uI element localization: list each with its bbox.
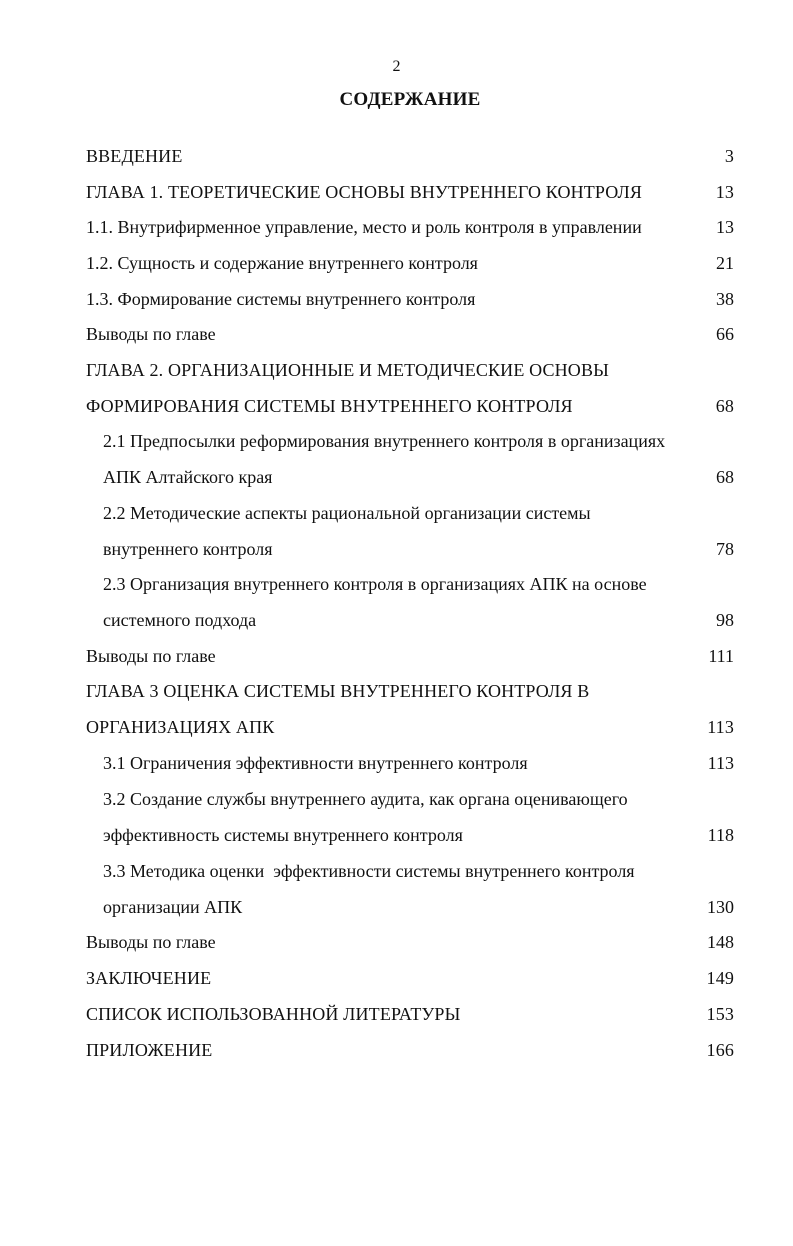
toc-entry-page: 118 [707, 825, 734, 845]
toc-entry-chapter-3-line-2[interactable] [86, 712, 734, 742]
toc-entry-section-3-2-line-2[interactable] [103, 820, 734, 850]
toc-entry-text: 1.2. Сущность и содержание внутреннего контроля [86, 253, 478, 273]
toc-entry-page: 38 [716, 289, 734, 309]
toc-entry-appendix[interactable] [86, 1035, 734, 1065]
toc-entry-page: 78 [716, 539, 734, 559]
toc-entry-text: АПК Алтайского края [103, 467, 273, 487]
toc-entry-chapter-1[interactable] [86, 177, 734, 207]
toc-entry-text: 2.3 Организация внутреннего контроля в организациях АПК на основе [103, 574, 647, 594]
toc-entry-text: 3.3 Методика оценки эффективности системы внутреннего контроля [103, 861, 635, 881]
toc-entry-section-2-3-line-1[interactable] [103, 569, 734, 599]
toc-entry-text: 1.1. Внутрифирменное управление, место и роль контроля в управлении [86, 217, 642, 237]
toc-entry-text: 3.1 Ограничения эффективности внутреннего контроля [103, 753, 528, 773]
toc-entry-text: системного подхода [103, 610, 257, 630]
toc-entry-text: ФОРМИРОВАНИЯ СИСТЕМЫ ВНУТРЕННЕГО КОНТРОЛЯ [86, 396, 573, 416]
toc-entry-text: организации АПК [103, 897, 243, 917]
toc-entry-section-3-3-line-2[interactable] [103, 892, 734, 922]
toc-entry-page: 113 [707, 717, 734, 737]
toc-entry-page: 98 [716, 610, 734, 630]
toc-entry-page: 130 [707, 897, 734, 917]
toc-entry-text: ПРИЛОЖЕНИЕ [86, 1040, 213, 1060]
toc-entry-section-1-2[interactable] [86, 248, 734, 278]
toc-entry-section-2-3-line-2[interactable] [103, 605, 734, 635]
toc-entry-text: 2.2 Методические аспекты рациональной организации системы [103, 503, 591, 523]
toc-entry-page: 68 [715, 396, 734, 416]
toc-entry-introduction[interactable] [86, 141, 734, 171]
toc-entry-page: 68 [716, 467, 734, 487]
toc-entry-conclusions-3[interactable] [86, 927, 734, 957]
toc-entry-text: 2.1 Предпосылки реформирования внутреннего контроля в организациях [103, 431, 666, 451]
toc-entry-page: 148 [707, 932, 734, 952]
toc-entry-text: ГЛАВА 1. ТЕОРЕТИЧЕСКИЕ ОСНОВЫ ВНУТРЕННЕГО КОНТРОЛЯ [86, 182, 643, 202]
toc-entry-text: ГЛАВА 3 ОЦЕНКА СИСТЕМЫ ВНУТРЕННЕГО КОНТРОЛЯ В [86, 681, 590, 701]
toc-entry-text: ЗАКЛЮЧЕНИЕ [86, 968, 212, 988]
toc-entry-section-1-3[interactable] [86, 284, 734, 314]
toc-entry-text: ВВЕДЕНИЕ [86, 146, 183, 166]
toc-entry-text: 1.3. Формирование системы внутреннего контроля [86, 289, 476, 309]
toc-entry-chapter-2-line-2[interactable] [86, 391, 734, 421]
toc-entry-page: 166 [706, 1040, 734, 1060]
toc-entry-page: 21 [716, 253, 734, 273]
toc-title: СОДЕРЖАНИЕ [339, 89, 481, 110]
toc-entry-section-3-2-line-1[interactable] [103, 784, 734, 814]
toc-entry-page: 111 [708, 646, 734, 666]
toc-entry-page: 149 [706, 968, 734, 988]
toc-entry-section-2-1-line-2[interactable] [103, 462, 734, 492]
toc-entry-section-2-1-line-1[interactable] [103, 426, 734, 456]
toc-entry-page: 66 [716, 324, 734, 344]
toc-entry-text: 3.2 Создание службы внутреннего аудита, как органа оценивающего [103, 789, 628, 809]
toc-entry-text: Выводы по главе [86, 932, 216, 952]
toc-entry-section-3-3-line-1[interactable] [103, 856, 734, 886]
toc-entry-chapter-3-line-1[interactable] [86, 676, 734, 706]
toc-entry-bibliography[interactable] [86, 999, 734, 1029]
toc-entry-chapter-2-line-1[interactable] [86, 355, 734, 385]
toc-entry-text: ГЛАВА 2. ОРГАНИЗАЦИОННЫЕ И МЕТОДИЧЕСКИЕ ОСНОВЫ [86, 360, 609, 380]
toc-entry-page: 113 [707, 753, 734, 773]
toc-entry-text: Выводы по главе [86, 646, 216, 666]
toc-entry-page: 153 [706, 1004, 734, 1024]
toc-entry-text: ОРГАНИЗАЦИЯХ АПК [86, 717, 275, 737]
toc-entry-conclusion[interactable] [86, 963, 734, 993]
toc-entry-section-2-2-line-2[interactable] [103, 534, 734, 564]
toc-entry-conclusions-2[interactable] [86, 641, 734, 671]
toc-entry-section-1-1[interactable] [86, 212, 734, 242]
toc-entry-text: эффективность системы внутреннего контроля [103, 825, 463, 845]
toc-entry-page: 13 [715, 182, 734, 202]
toc-entry-conclusions-1[interactable] [86, 319, 734, 349]
page-number: 2 [392, 58, 401, 75]
toc-entry-text: СПИСОК ИСПОЛЬЗОВАННОЙ ЛИТЕРАТУРЫ [86, 1004, 461, 1024]
toc-entry-section-3-1[interactable] [103, 748, 734, 778]
toc-entry-page: 13 [716, 217, 734, 237]
toc-entry-text: внутреннего контроля [103, 539, 273, 559]
toc-entry-section-2-2-line-1[interactable] [103, 498, 734, 528]
toc-entry-page: 3 [724, 146, 734, 166]
toc-entry-text: Выводы по главе [86, 324, 216, 344]
